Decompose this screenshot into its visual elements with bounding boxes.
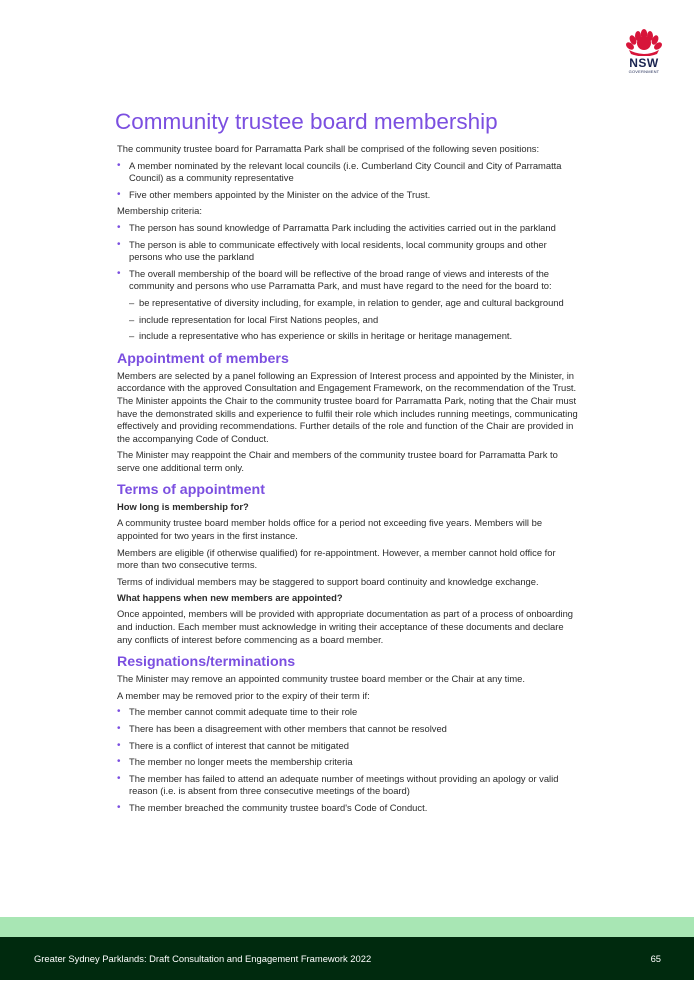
list-item: • The member cannot commit adequate time to their role xyxy=(117,706,579,719)
criteria-list xyxy=(117,222,579,343)
logo-sublabel: GOVERNMENT xyxy=(628,69,660,74)
page-title: Community trustee board membership xyxy=(115,109,498,134)
page-footer xyxy=(0,937,694,980)
logo-label: NSW xyxy=(629,56,659,70)
positions-list xyxy=(117,160,579,202)
appointment-paragraph: Members are selected by a panel following an Expression of Interest process and appointed by the Minister, in accordance with the approved Consultation and Engagement Framework, on the recommendation of the Trust. The Minister appoints the Chair to the community trustee board for Parramatta Park, noting that the Chair must have the demonstrated skills and experience to fulfil their role which includes running meetings, communicating effectively and providing recommendations. Further details of the role and function of the Chair are provided in the accompanying Code of Conduct. xyxy=(117,369,578,444)
list-item: • A member nominated by the relevant local councils (i.e. Cumberland City Council and City of Parramatta Council) as a community representative xyxy=(117,160,579,185)
waratah-icon xyxy=(625,28,663,56)
criteria-label: Membership criteria: xyxy=(117,205,202,217)
footer-accent-band xyxy=(0,917,694,937)
terms-paragraph: Members are eligible (if otherwise qualified) for re-appointment. However, a member cannot hold office for more than two consecutive terms. xyxy=(117,546,556,571)
list-item: • The person is able to communicate effectively with local residents, local community groups and other persons who use the parkland xyxy=(117,239,579,264)
appointment-paragraph: The Minister may reappoint the Chair and members of the community trustee board for Parramatta Park to serve one additional term only. xyxy=(117,449,558,473)
list-item: • The member has failed to attend an adequate number of meetings without providing an apology or valid reason (i.e. is absent from three consecutive meetings of the board) xyxy=(117,773,579,798)
terms-paragraph: Once appointed, members will be provided with appropriate documentation as part of a process of onboarding and induction. Each member must acknowledge in writing their acceptance of these documents and declare any conflicts of interest before commencing as a board member. xyxy=(117,608,573,645)
footer-title: Greater Sydney Parklands: Draft Consultation and Engagement Framework 2022 xyxy=(34,953,372,964)
list-item-text: The overall membership of the board will be reflective of the broad range of views and interests of the community and persons who use Parramatta Park, and must have regard to the need for the board to: xyxy=(129,267,552,292)
list-item: • There is a conflict of interest that cannot be mitigated xyxy=(117,740,579,753)
sublist-item: – include a representative who has experience or skills in heritage or heritage management. xyxy=(129,330,579,343)
intro-paragraph: The community trustee board for Parramatta Park shall be comprised of the following seven positions: xyxy=(117,143,540,154)
resignations-list xyxy=(117,706,579,814)
nsw-government-logo xyxy=(622,28,666,86)
resignations-heading: Resignations/terminations xyxy=(117,654,296,671)
list-item: • The person has sound knowledge of Parramatta Park including the activities carried out in the parkland xyxy=(117,222,579,235)
list-item: • The member no longer meets the membership criteria xyxy=(117,756,579,769)
list-item xyxy=(117,268,579,343)
resignations-paragraph: The Minister may remove an appointed community trustee board member or the Chair at any time. xyxy=(117,673,525,685)
terms-paragraph: Terms of individual members may be staggered to support board continuity and knowledge exchange. xyxy=(117,575,539,587)
terms-heading: Terms of appointment xyxy=(117,482,265,499)
sublist-item: – include representation for local First Nations peoples, and xyxy=(129,314,579,327)
terms-question: How long is membership for? xyxy=(117,501,249,513)
page-number: 65 xyxy=(650,953,661,964)
appointment-heading: Appointment of members xyxy=(117,350,289,367)
list-item: • There has been a disagreement with other members that cannot be resolved xyxy=(117,723,579,736)
terms-paragraph: A community trustee board member holds office for a period not exceeding five years. Members will be appointed for two years in the first instance. xyxy=(117,517,543,542)
page-content xyxy=(117,108,579,819)
resignations-paragraph: A member may be removed prior to the expiry of their term if: xyxy=(117,689,370,701)
list-item: • Five other members appointed by the Minister on the advice of the Trust. xyxy=(117,189,579,202)
sublist-item: – be representative of diversity including, for example, in relation to gender, age and cultural background xyxy=(129,297,579,310)
list-item: • The member breached the community trustee board's Code of Conduct. xyxy=(117,802,579,815)
terms-question: What happens when new members are appointed? xyxy=(117,592,343,604)
criteria-sublist xyxy=(129,297,579,343)
